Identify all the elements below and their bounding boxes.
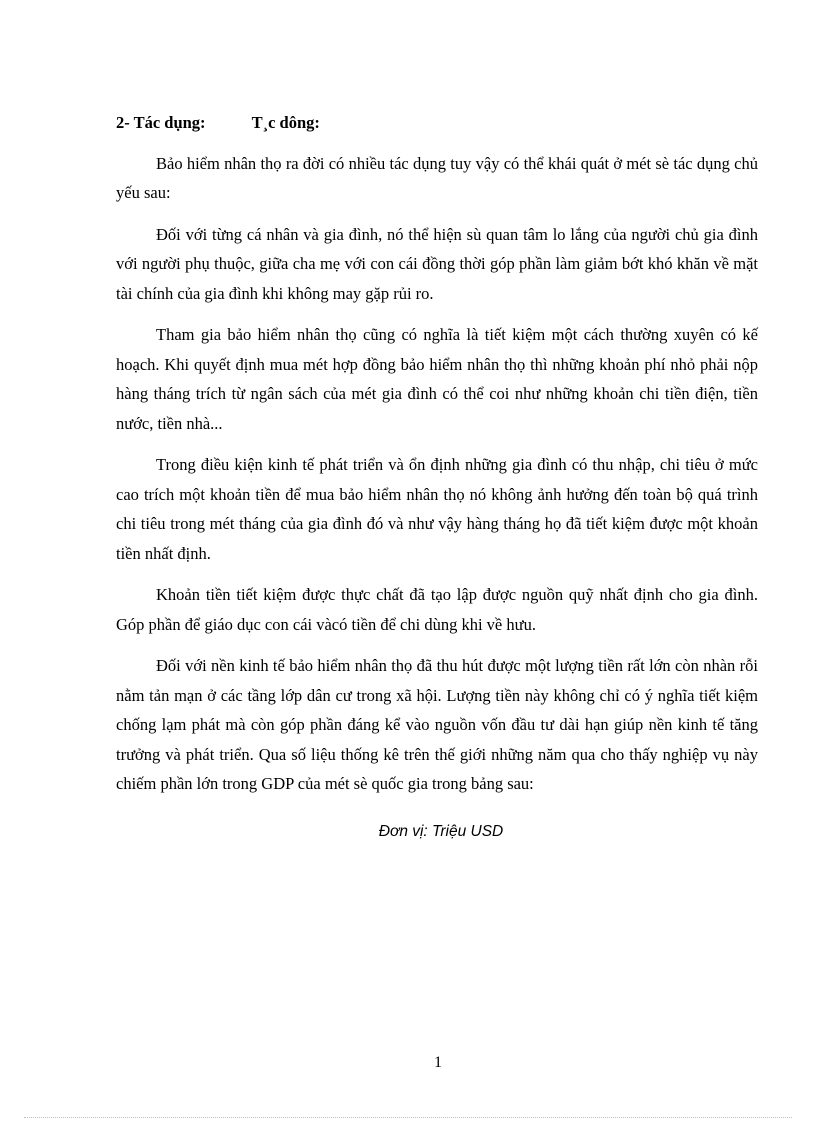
- unit-label: Đơn vị: Triệu USD: [378, 822, 504, 840]
- page-content: [116, 108, 758, 846]
- page-bottom-divider: [24, 1117, 792, 1118]
- paragraph-intro: Bảo hiểm nhân thọ ra đời có nhiều tác dụng tuy vậy có thể khái quát ở mét sè tác dụng chủ yếu sau:: [116, 153, 758, 202]
- paragraph-fund: Khoản tiền tiết kiệm được thực chất đã tạo lập được nguồn quỹ nhất định cho gia đình. Góp phần để giáo dục con cái vàcó tiền để chi dùng khi về hưu.: [116, 585, 758, 634]
- section-heading-title: 2- Tác dụng:: [116, 113, 206, 132]
- paragraph-income: Trong điều kiện kinh tế phát triển và ổn định những gia đình có thu nhập, chi tiêu ở mức cao trích một khoản tiền để mua bảo hiểm nhân thọ nó không ảnh hưởng đến toàn bộ quá trình chi tiêu trong mét tháng của gia đình đó và như vậy hàng tháng họ đã tiết kiệm được một khoản tiền nhất định.: [116, 455, 758, 563]
- paragraph-family: Đối với từng cá nhân và gia đình, nó thể hiện sù quan tâm lo lắng của người chủ gia đình với người phụ thuộc, giữa cha mẹ với con cái đồng thời góp phần làm giảm bớt khó khăn về mặt tài chính của gia đình khi không may gặp rủi ro.: [116, 224, 758, 303]
- section-heading: [116, 108, 758, 138]
- paragraph-savings: Tham gia bảo hiểm nhân thọ cũng có nghĩa là tiết kiệm một cách thường xuyên có kế hoạch. Khi quyết định mua mét hợp đồng bảo hiểm nhân thọ thì những khoản phí nhỏ phải nộp hàng tháng trích từ ngân sách của mét gia đình có thể coi như những khoản chi tiền điện, tiền nước, tiền nhà...: [116, 325, 758, 433]
- paragraph-economy: Đối với nền kinh tế bảo hiểm nhân thọ đã thu hút được một lượng tiền rất lớn còn nhàn rỗi nằm tản mạn ở các tầng lớp dân cư trong xã hội. Lượng tiền này không chỉ có ý nghĩa tiết kiệm chống lạm phát mà còn góp phần đáng kể vào nguồn vốn đầu tư dài hạn giúp nền kinh tế tăng trưởng và phát triển. Qua số liệu thống kê trên thế giới những năm qua cho thấy nghiệp vụ này chiếm phần lớn trong GDP của mét sè quốc gia trong bảng sau:: [116, 656, 758, 793]
- page-number: 1: [434, 1054, 442, 1071]
- section-heading-alt-title: T¸c dông:: [251, 113, 320, 132]
